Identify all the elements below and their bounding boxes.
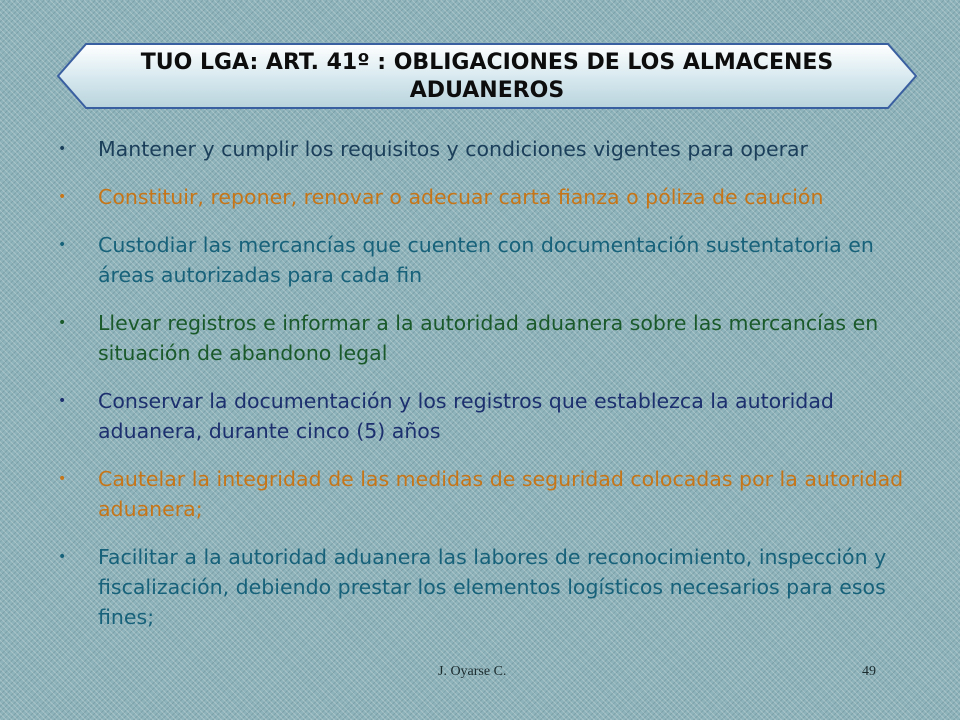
bullet-item [58, 464, 928, 524]
bullet-text: Facilitar a la autoridad aduanera las labores de reconocimiento, inspección y fiscalización, debiendo prestar los elementos logísticos necesarios para esos fines; [98, 545, 887, 629]
footer-author: J. Oyarse C. [438, 664, 507, 679]
bullet-dot-icon: • [58, 471, 67, 487]
footer-page-number: 49 [862, 664, 876, 679]
bullet-text: Cautelar la integridad de las medidas de seguridad colocadas por la autoridad aduanera; [98, 467, 904, 521]
bullet-item [58, 308, 928, 368]
bullet-text: Conservar la documentación y los registros que establezca la autoridad aduanera, durante cinco (5) años [98, 389, 834, 443]
bullet-item [58, 230, 928, 290]
bullet-text: Custodiar las mercancías que cuenten con documentación sustentatoria en áreas autorizadas para cada fin [98, 233, 874, 287]
bullet-text: Llevar registros e informar a la autoridad aduanera sobre las mercancías en situación de abandono legal [98, 311, 879, 365]
slide-title-banner [56, 40, 918, 112]
bullet-item [58, 182, 928, 212]
bullet-dot-icon: • [58, 237, 67, 253]
bullet-dot-icon: • [58, 549, 67, 565]
slide-title: TUO LGA: ART. 41º : OBLIGACIONES DE LOS ALMACENES ADUANEROS [140, 50, 834, 103]
bullet-item [58, 386, 928, 446]
bullet-item [58, 542, 928, 632]
bullet-dot-icon: • [58, 315, 67, 331]
bullet-dot-icon: • [58, 189, 67, 205]
bullet-text: Constituir, reponer, renovar o adecuar carta fianza o póliza de caución [98, 185, 824, 209]
bullet-dot-icon: • [58, 141, 67, 157]
bullet-dot-icon: • [58, 393, 67, 409]
bullet-text: Mantener y cumplir los requisitos y condiciones vigentes para operar [98, 137, 808, 161]
bullet-item [58, 134, 928, 164]
bullet-list [58, 134, 928, 650]
